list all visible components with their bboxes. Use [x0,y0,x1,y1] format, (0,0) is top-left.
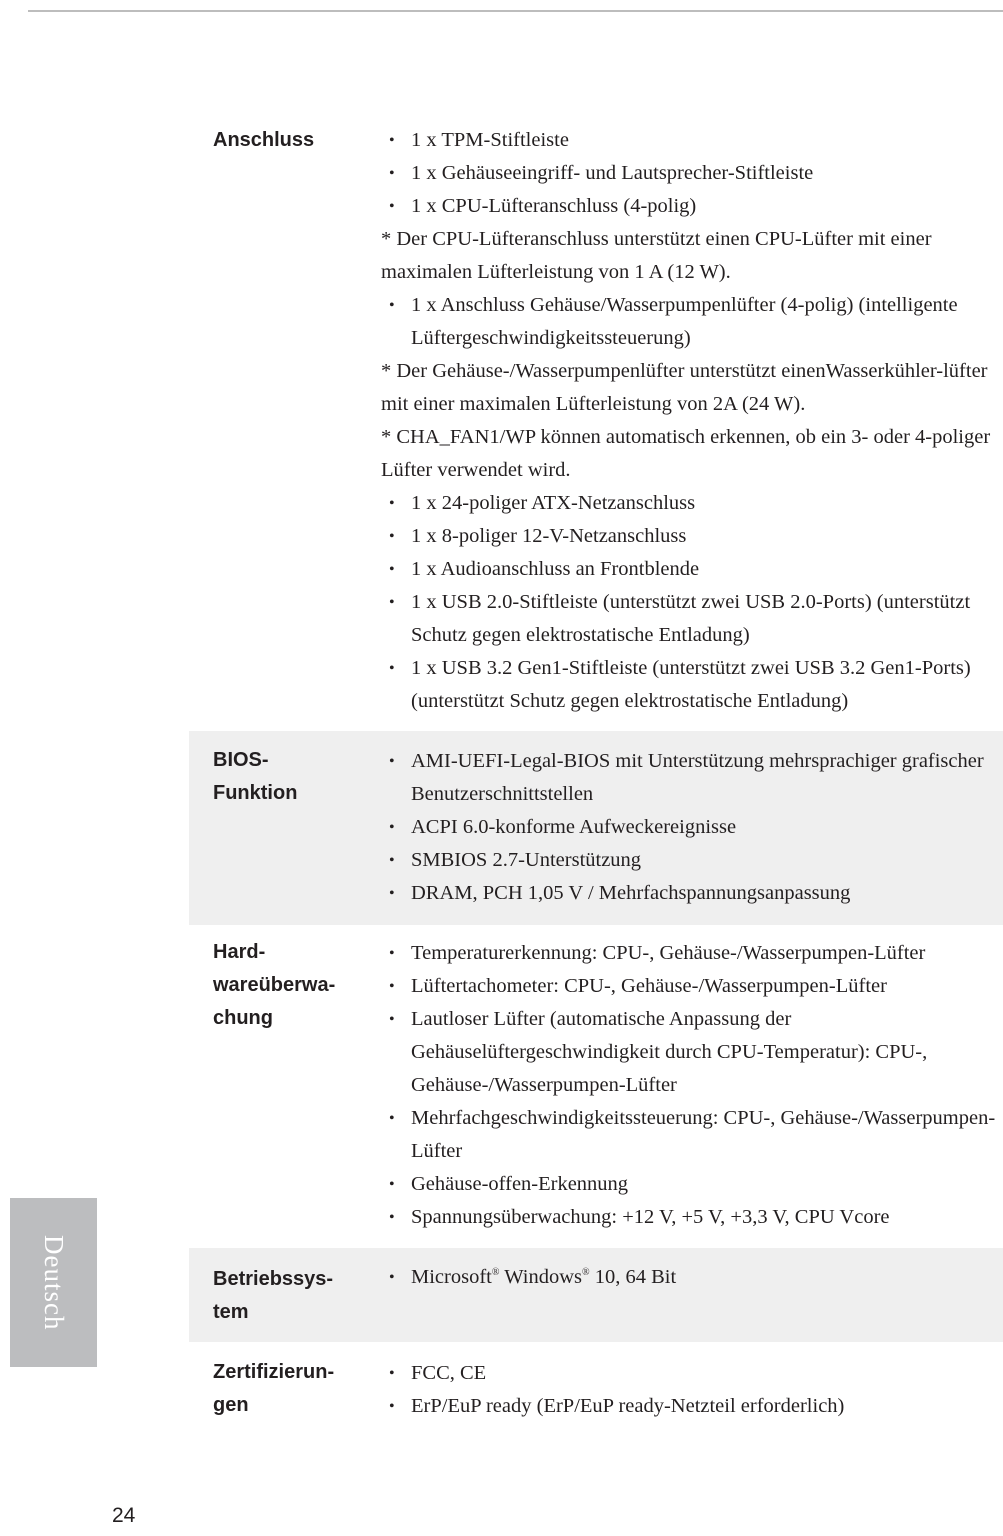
note-text: * CHA_FAN1/WP können automatisch erkennen, ob ein 3- oder 4-poliger Lüfter verwendet wird. [381,426,991,481]
spec-content-bios [381,745,999,910]
list-item: • 1 x Audioanschluss an Frontblende [381,553,999,586]
note-text: * Der Gehäuse-/Wasserpumpenlüfter unterstützt einenWasserkühler-lüfter mit einer maximalen Lüfterleistung von 2A (24 W). [381,360,988,415]
list-item: • AMI-UEFI-Legal-BIOS mit Unterstützung mehrsprachiger grafischer Benutzerschnittstellen [381,745,999,811]
section-os [189,1248,1003,1342]
list-item: • 1 x CPU-Lüfteranschluss (4-polig) [381,190,999,223]
section-anschluss [189,124,1003,724]
top-rule [28,10,1003,12]
list-item: • Temperaturerkennung: CPU-, Gehäuse-/Wasserpumpen-Lüfter [381,937,999,970]
section-certifications [189,1342,1003,1452]
list-item: • 1 x 24-poliger ATX-Netzanschluss [381,487,999,520]
list-item: • SMBIOS 2.7-Unterstützung [381,844,999,877]
spec-content-hardware-monitor [381,937,999,1234]
list-item: • 1 x Gehäuseeingriff- und Lautsprecher-Stiftleiste [381,157,999,190]
list-item: • Gehäuse-offen-Erkennung [381,1168,999,1201]
list-item: • 1 x TPM-Stiftleiste [381,124,999,157]
list-item: • ACPI 6.0-konforme Aufweckereignisse [381,811,999,844]
list-item: • Lautloser Lüfter (automatische Anpassung der Gehäuselüftergeschwindigkeit durch CPU-Temperatur): CPU-, Gehäuse-/Wasserpumpen-Lüfter [381,1003,999,1102]
spec-label-certifications: Zertifizierun- gen [213,1361,335,1416]
list-item: • Spannungsüberwachung: +12 V, +5 V, +3,3 V, CPU Vcore [381,1201,999,1234]
spec-content-os [381,1261,999,1294]
spec-content-certifications [381,1357,999,1423]
list-item: • Microsoft® Windows® 10, 64 Bit [381,1261,999,1294]
list-item: • Mehrfachgeschwindigkeitssteuerung: CPU-, Gehäuse-/Wasserpumpen-Lüfter [381,1102,999,1168]
section-hardware-monitor [189,925,1003,1245]
spec-label-os: Betriebssys- tem [213,1268,334,1323]
list-item: • Lüftertachometer: CPU-, Gehäuse-/Wasserpumpen-Lüfter [381,970,999,1003]
spec-label-hardware-monitor: Hard- wareüberwa- chung [213,941,336,1029]
list-item: • 1 x Anschluss Gehäuse/Wasserpumpenlüfter (4-polig) (intelligente Lüftergeschwindigkeitssteuerung) [381,289,999,355]
language-side-tab [10,1198,97,1367]
list-item: • 1 x 8-poliger 12-V-Netzanschluss [381,520,999,553]
note-text: * Der CPU-Lüfteranschluss unterstützt einen CPU-Lüfter mit einer maximalen Lüfterleistung von 1 A (12 W). [381,228,932,283]
section-bios [189,731,1003,925]
page-number: 24 [112,1504,136,1527]
list-item: • 1 x USB 2.0-Stiftleiste (unterstützt zwei USB 2.0-Ports) (unterstützt Schutz gegen elektrostatische Entladung) [381,586,999,652]
spec-label-anschluss: Anschluss [213,129,315,151]
side-tab-label: Deutsch [39,1234,69,1331]
list-item: • DRAM, PCH 1,05 V / Mehrfachspannungsanpassung [381,877,999,910]
list-item: • 1 x USB 3.2 Gen1-Stiftleiste (unterstützt zwei USB 3.2 Gen1-Ports) (unterstützt Schutz gegen elektrostatische Entladung) [381,652,999,718]
list-item: • ErP/EuP ready (ErP/EuP ready-Netzteil erforderlich) [381,1390,999,1423]
spec-content-anschluss [381,124,999,718]
list-item: • FCC, CE [381,1357,999,1390]
spec-label-bios: BIOS- Funktion [213,749,298,804]
